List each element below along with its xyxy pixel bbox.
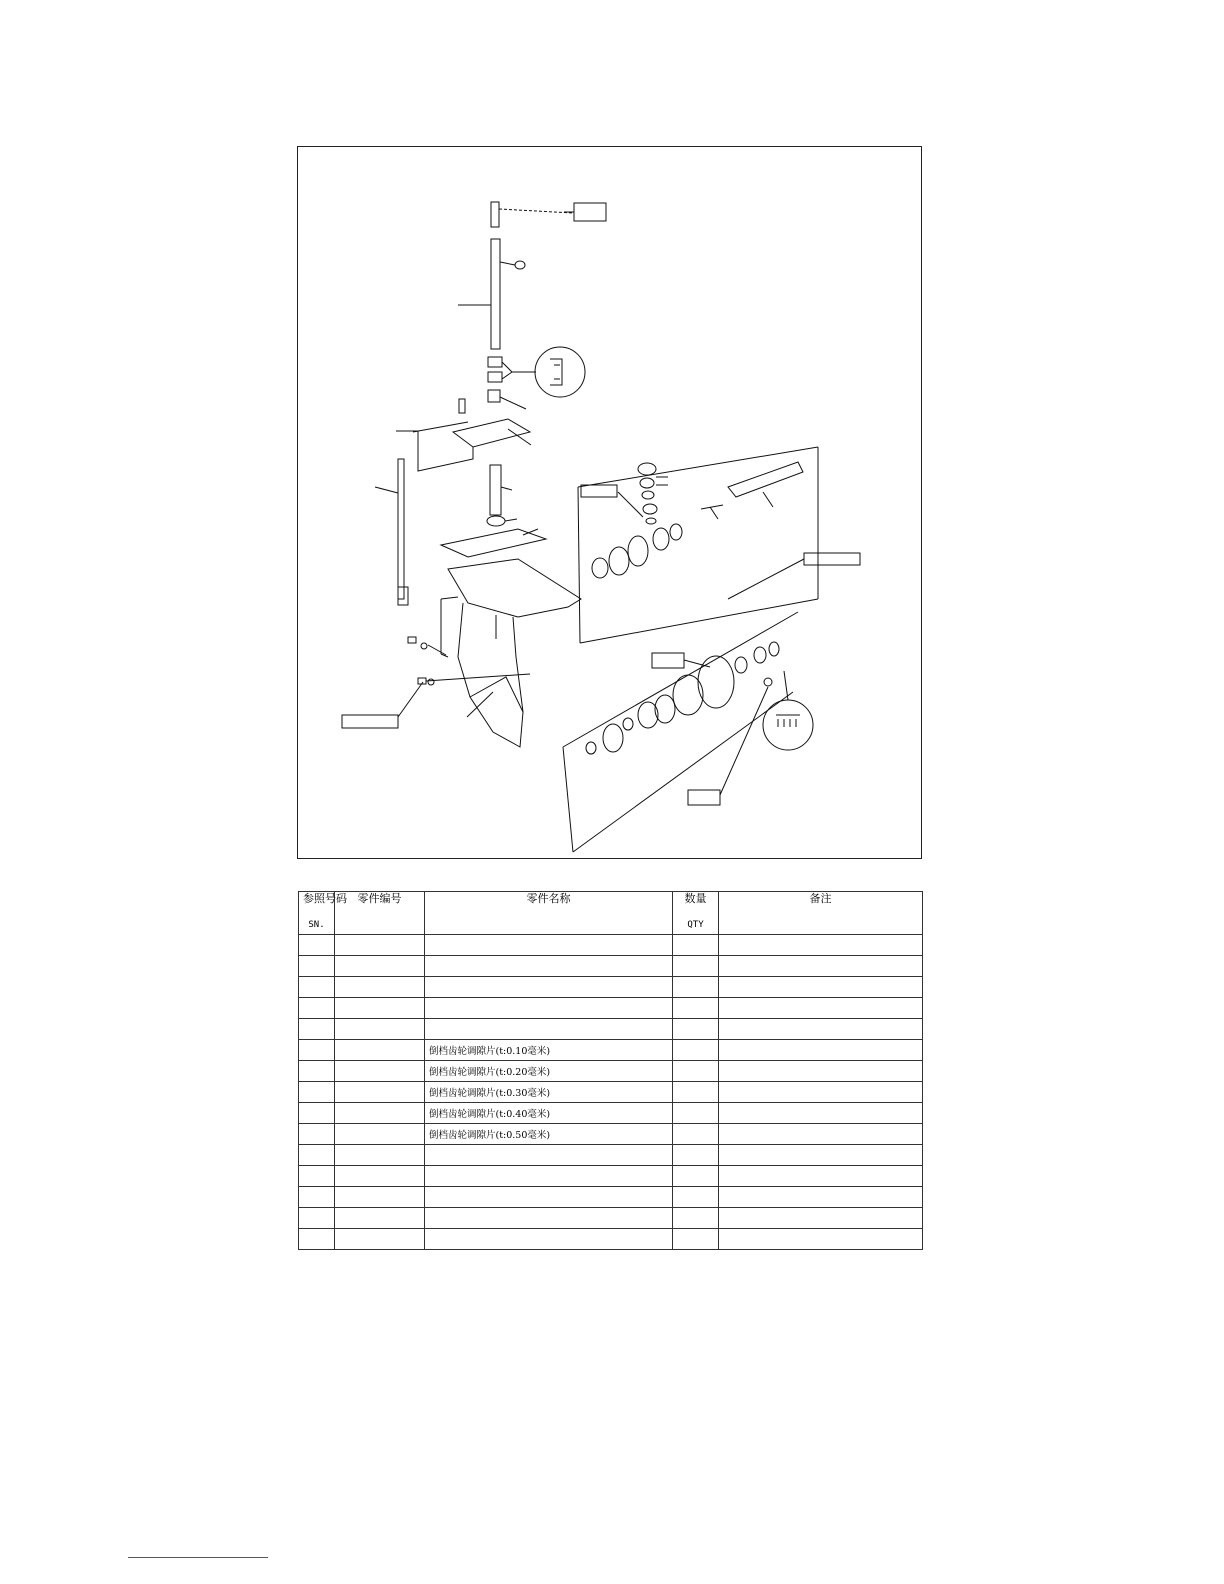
table-cell [673, 1040, 719, 1061]
table-row [299, 1166, 923, 1187]
table-cell [673, 1166, 719, 1187]
oil-seal-detail-callout [535, 347, 585, 397]
table-cell [719, 1145, 923, 1166]
table-cell [335, 1082, 425, 1103]
table-cell [719, 1208, 923, 1229]
header-qty: 数量 QTY [673, 892, 719, 935]
table-row [299, 935, 923, 956]
table-cell [719, 1040, 923, 1061]
table-cell [299, 1166, 335, 1187]
table-cell [335, 1166, 425, 1187]
grease-tube-icon-3 [688, 790, 720, 805]
table-row [299, 1124, 923, 1145]
table-cell [719, 956, 923, 977]
table-row [299, 1082, 923, 1103]
table-cell [425, 1208, 673, 1229]
table-cell [673, 977, 719, 998]
table-cell [335, 1145, 425, 1166]
table-cell [299, 1187, 335, 1208]
grease-tube-icon-2 [652, 653, 684, 668]
driveshaft-top-part [491, 202, 499, 227]
table-cell [719, 998, 923, 1019]
table-cell: 倒档齿轮调隙片(t:0.10毫米) [425, 1040, 673, 1061]
table-cell [719, 1166, 923, 1187]
propeller-shaft-housing [698, 656, 734, 708]
table-cell [425, 935, 673, 956]
table-cell [299, 956, 335, 977]
table-cell [299, 1082, 335, 1103]
table-cell [335, 1040, 425, 1061]
exploded-parts-diagram [297, 146, 922, 859]
table-cell [299, 977, 335, 998]
table-cell [673, 1124, 719, 1145]
lower-case-top [448, 559, 581, 617]
table-cell [299, 1229, 335, 1250]
table-row [299, 1019, 923, 1040]
table-cell: 倒档齿轮调隙片(t:0.50毫米) [425, 1124, 673, 1145]
table-row [299, 956, 923, 977]
header-part-no: 零件编号 [335, 892, 425, 935]
table-cell [673, 1019, 719, 1040]
table-cell [335, 956, 425, 977]
table-cell [299, 935, 335, 956]
table-row [299, 1208, 923, 1229]
table-cell [299, 1061, 335, 1082]
table-cell [335, 1124, 425, 1145]
table-cell [719, 1061, 923, 1082]
shift-rod [398, 459, 404, 599]
table-row [299, 1145, 923, 1166]
gasket-plate [441, 529, 546, 557]
adhesive-label-box [342, 715, 398, 728]
table-cell: 倒档齿轮调隙片(t:0.30毫米) [425, 1082, 673, 1103]
table-row [299, 1103, 923, 1124]
drive-shaft-sleeve [490, 465, 501, 515]
table-cell [425, 956, 673, 977]
table-cell [719, 1124, 923, 1145]
parts-table [298, 891, 923, 1250]
table-row [299, 1061, 923, 1082]
table-cell [335, 1019, 425, 1040]
table-cell [335, 998, 425, 1019]
table-cell [673, 1208, 719, 1229]
table-cell [673, 998, 719, 1019]
table-cell [425, 977, 673, 998]
table-cell [719, 1103, 923, 1124]
table-cell [425, 1166, 673, 1187]
table-row [299, 1187, 923, 1208]
table-cell [673, 1145, 719, 1166]
table-cell: 倒档齿轮调隙片(t:0.40毫米) [425, 1103, 673, 1124]
table-cell [335, 1061, 425, 1082]
propeller-shaft [728, 462, 803, 497]
table-cell [673, 1061, 719, 1082]
table-cell [673, 1103, 719, 1124]
lower-unit-exploded-view [298, 147, 923, 860]
table-row [299, 1229, 923, 1250]
table-cell [719, 977, 923, 998]
table-cell [673, 956, 719, 977]
table-cell [299, 1145, 335, 1166]
table-cell [299, 1103, 335, 1124]
table-cell [299, 1124, 335, 1145]
table-cell [335, 1208, 425, 1229]
header-remarks: 备注 [719, 892, 923, 935]
table-cell: 倒档齿轮调隙片(t:0.20毫米) [425, 1061, 673, 1082]
table-cell [719, 1187, 923, 1208]
shim-label-box [581, 485, 617, 497]
seal-detail-callout-2 [763, 700, 813, 750]
table-cell [335, 935, 425, 956]
table-cell [425, 1187, 673, 1208]
table-cell [673, 1187, 719, 1208]
table-cell [673, 1229, 719, 1250]
grease-tube-icon [574, 203, 606, 221]
table-cell [719, 1019, 923, 1040]
header-ref-no: 参照号码 SN. [299, 892, 335, 935]
table-header-row [299, 892, 923, 935]
table-cell [719, 1082, 923, 1103]
table-cell [335, 1229, 425, 1250]
table-cell [425, 1145, 673, 1166]
table-cell [299, 1040, 335, 1061]
table-cell [335, 1187, 425, 1208]
table-cell [719, 935, 923, 956]
table-cell [425, 998, 673, 1019]
table-cell [673, 1082, 719, 1103]
table-cell [425, 1229, 673, 1250]
header-part-name: 零件名称 [425, 892, 673, 935]
water-pump-housing [453, 419, 530, 447]
reverse-shim-label-box [804, 553, 860, 565]
table-cell [299, 998, 335, 1019]
table-cell [299, 1019, 335, 1040]
table-cell [299, 1208, 335, 1229]
table-cell [673, 935, 719, 956]
footer-link-rule [128, 1557, 268, 1558]
table-row [299, 1040, 923, 1061]
table-cell [335, 977, 425, 998]
table-row [299, 998, 923, 1019]
table-cell [719, 1229, 923, 1250]
table-row [299, 977, 923, 998]
drive-shaft [491, 239, 500, 349]
table-cell [425, 1019, 673, 1040]
table-cell [335, 1103, 425, 1124]
